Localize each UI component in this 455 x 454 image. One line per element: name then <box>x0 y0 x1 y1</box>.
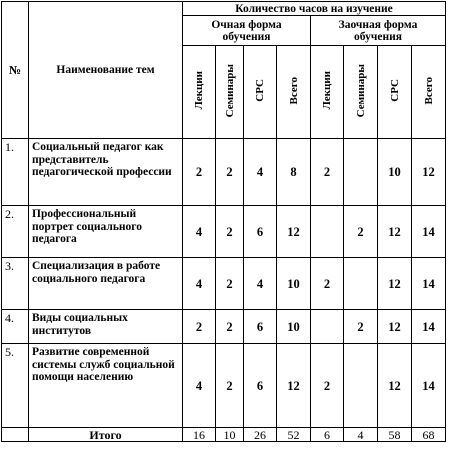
cell-value: 4 <box>244 258 277 310</box>
cell-value: 12 <box>412 139 446 206</box>
cell-value: 2 <box>311 258 344 310</box>
cell-value: 12 <box>277 344 311 428</box>
subheader-cell <box>216 46 244 139</box>
cell-value: 2 <box>216 344 244 428</box>
subheader-cell <box>183 46 216 139</box>
table-row <box>2 206 446 258</box>
subheader-seminars: Семинары <box>223 63 236 118</box>
total-value: 16 <box>183 428 216 442</box>
cell-value: 2 <box>183 310 216 344</box>
subheader-cell <box>311 46 344 139</box>
cell-value: 2 <box>311 344 344 428</box>
total-value: 10 <box>216 428 244 442</box>
total-num-cell <box>2 428 29 442</box>
num-header: № <box>2 2 29 139</box>
total-value: 6 <box>311 428 344 442</box>
subheader-cell <box>244 46 277 139</box>
cell-value <box>344 258 378 310</box>
table-row <box>2 139 446 206</box>
row-topic: Социальный педагог как представитель педагогической профессии <box>29 139 183 206</box>
cell-value: 14 <box>412 206 446 258</box>
cell-value: 4 <box>183 344 216 428</box>
total-row <box>2 428 446 442</box>
row-topic: Профессиональный портрет социального педагога <box>29 206 183 258</box>
subheader-lectures: Лекции <box>193 71 205 110</box>
row-topic: Развитие современной системы служб социальной помощи населению <box>29 344 183 428</box>
subheader-cell <box>378 46 412 139</box>
cell-value: 14 <box>412 258 446 310</box>
subheader-cell <box>412 46 446 139</box>
table-row <box>2 344 446 428</box>
parttime-header: Заочная форма обучения <box>311 16 446 46</box>
subheader-lectures: Лекции <box>321 71 333 110</box>
cell-value <box>311 310 344 344</box>
row-number: 2. <box>2 206 29 258</box>
cell-value: 10 <box>277 258 311 310</box>
cell-value: 12 <box>378 310 412 344</box>
table-row <box>2 258 446 310</box>
row-number: 4. <box>2 310 29 344</box>
cell-value: 8 <box>277 139 311 206</box>
cell-value: 14 <box>412 344 446 428</box>
subheader-seminars: Семинары <box>354 63 367 118</box>
hours-header: Количество часов на изучение <box>183 2 446 16</box>
cell-value: 10 <box>277 310 311 344</box>
subheader-total: Всего <box>422 76 435 105</box>
cell-value: 12 <box>378 206 412 258</box>
cell-value: 12 <box>378 344 412 428</box>
hours-table <box>1 1 446 442</box>
cell-value: 2 <box>344 206 378 258</box>
topic-header: Наименование тем <box>29 2 183 139</box>
total-value: 4 <box>344 428 378 442</box>
cell-value: 2 <box>216 310 244 344</box>
cell-value <box>311 206 344 258</box>
subheader-cell <box>277 46 311 139</box>
cell-value: 6 <box>244 344 277 428</box>
subheader-srs: СРС <box>388 79 401 102</box>
subheader-srs: СРС <box>254 79 266 102</box>
cell-value: 4 <box>183 258 216 310</box>
row-number: 5. <box>2 344 29 428</box>
cell-value: 2 <box>216 139 244 206</box>
total-value: 26 <box>244 428 277 442</box>
cell-value: 12 <box>277 206 311 258</box>
cell-value: 14 <box>412 310 446 344</box>
subheader-cell <box>344 46 378 139</box>
cell-value: 6 <box>244 310 277 344</box>
table-container <box>1 1 446 442</box>
cell-value: 2 <box>216 258 244 310</box>
cell-value: 12 <box>378 258 412 310</box>
row-topic: Специализация в работе социального педагога <box>29 258 183 310</box>
total-value: 52 <box>277 428 311 442</box>
total-label: Итого <box>29 428 183 442</box>
cell-value: 2 <box>311 139 344 206</box>
cell-value: 10 <box>378 139 412 206</box>
cell-value: 4 <box>183 206 216 258</box>
total-value: 58 <box>378 428 412 442</box>
fulltime-header: Очная форма обучения <box>183 16 311 46</box>
subheader-total: Всего <box>287 76 300 105</box>
cell-value <box>344 344 378 428</box>
cell-value: 4 <box>244 139 277 206</box>
row-number: 1. <box>2 139 29 206</box>
cell-value: 2 <box>183 139 216 206</box>
cell-value: 6 <box>244 206 277 258</box>
row-number: 3. <box>2 258 29 310</box>
total-value: 68 <box>412 428 446 442</box>
cell-value: 2 <box>216 206 244 258</box>
row-topic: Виды социальных институтов <box>29 310 183 344</box>
cell-value: 2 <box>344 310 378 344</box>
cell-value <box>344 139 378 206</box>
table-row <box>2 310 446 344</box>
